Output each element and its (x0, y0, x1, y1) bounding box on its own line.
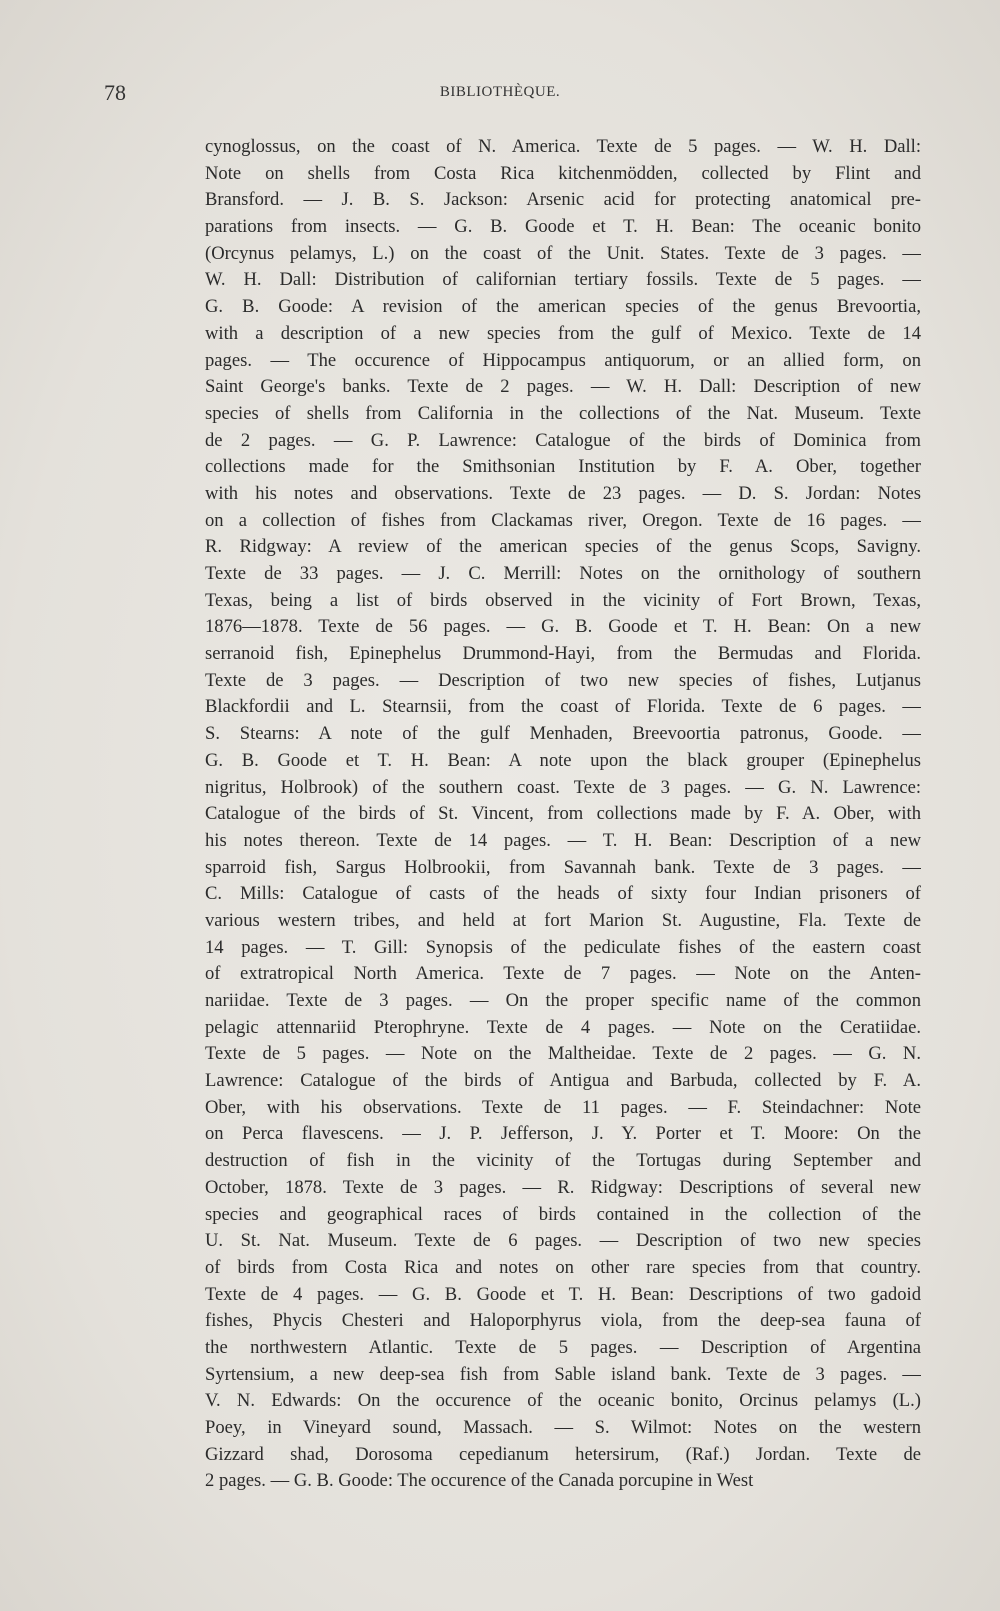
text-line: destruction of fish in the vicinity of the Tortugas during September and (205, 1150, 921, 1172)
text-line: V. N. Edwards: On the occurence of the oceanic bonito, Orcinus pelamys (L.) (205, 1390, 921, 1412)
text-line: October, 1878. Texte de 3 pages. — R. Ridgway: Descriptions of several new (205, 1176, 921, 1198)
text-line: pages. — The occurence of Hippocampus antiquorum, or an allied form, on (205, 349, 921, 371)
text-line: the northwestern Atlantic. Texte de 5 pages. — Description of Argentina (205, 1336, 921, 1358)
text-line: serranoid fish, Epinephelus Drummond-Hayi, from the Bermudas and Florida. (205, 643, 921, 665)
body-text (205, 134, 921, 1495)
text-line: R. Ridgway: A review of the american species of the genus Scops, Savigny. (205, 536, 921, 558)
text-line: (Orcynus pelamys, L.) on the coast of the Unit. States. Texte de 3 pages. — (205, 242, 921, 264)
text-line: G. B. Goode et T. H. Bean: A note upon the black grouper (Epinephelus (205, 749, 921, 771)
page-number: 78 (104, 80, 126, 105)
text-line: Saint George's banks. Texte de 2 pages. — W. H. Dall: Description of new (205, 376, 921, 398)
text-line: 1876—1878. Texte de 56 pages. — G. B. Goode et T. H. Bean: On a new (205, 616, 921, 638)
text-line: W. H. Dall: Distribution of californian tertiary fossils. Texte de 5 pages. — (205, 269, 921, 291)
text-line: with his notes and observations. Texte de 23 pages. — D. S. Jordan: Notes (205, 482, 921, 504)
text-line: Blackfordii and L. Stearnsii, from the coast of Florida. Texte de 6 pages. — (205, 696, 921, 718)
text-line: nariidae. Texte de 3 pages. — On the proper specific name of the common (205, 990, 921, 1011)
text-line: parations from insects. — G. B. Goode et T. H. Bean: The oceanic bonito (205, 216, 921, 238)
text-line: 2 pages. — G. B. Goode: The occurence of the Canada porcupine in West (205, 1470, 754, 1492)
text-line: Ober, with his observations. Texte de 11 pages. — F. Steindachner: Note (205, 1096, 921, 1118)
text-line: cynoglossus, on the coast of N. America. Texte de 5 pages. — W. H. Dall: (205, 136, 921, 157)
text-line: various western tribes, and held at fort Marion St. Augustine, Fla. Texte de (205, 909, 921, 931)
text-line: Catalogue of the birds of St. Vincent, from collections made by F. A. Ober, with (205, 803, 921, 825)
text-line: U. St. Nat. Museum. Texte de 6 pages. — Description of two new species (205, 1230, 921, 1252)
text-line: Texte de 3 pages. — Description of two new species of fishes, Lutjanus (205, 669, 921, 691)
text-line: species and geographical races of birds contained in the collection of the (205, 1203, 921, 1225)
text-line: Texte de 33 pages. — J. C. Merrill: Notes on the ornithology of southern (205, 563, 921, 584)
text-line: species of shells from California in the collections of the Nat. Museum. Texte (205, 402, 921, 424)
text-line: nigritus, Holbrook) of the southern coast. Texte de 3 pages. — G. N. Lawrence: (205, 776, 921, 798)
text-line: Poey, in Vineyard sound, Massach. — S. Wilmot: Notes on the western (205, 1417, 921, 1438)
text-line: Texas, being a list of birds observed in the vicinity of Fort Brown, Texas, (205, 589, 921, 611)
text-line: Bransford. — J. B. S. Jackson: Arsenic acid for protecting anatomical pre- (205, 189, 921, 211)
text-line: C. Mills: Catalogue of casts of the heads of sixty four Indian prisoners of (205, 883, 921, 905)
text-line: of birds from Costa Rica and notes on other rare species from that country. (205, 1256, 921, 1278)
text-line: of extratropical North America. Texte de 7 pages. — Note on the Anten- (205, 963, 921, 985)
text-line: Syrtensium, a new deep-sea fish from Sable island bank. Texte de 3 pages. — (205, 1363, 921, 1385)
text-line: Texte de 5 pages. — Note on the Maltheidae. Texte de 2 pages. — G. N. (205, 1043, 921, 1065)
text-line: on a collection of fishes from Clackamas river, Oregon. Texte de 16 pages. — (205, 509, 921, 531)
text-line: de 2 pages. — G. P. Lawrence: Catalogue of the birds of Dominica from (205, 429, 921, 451)
text-line: collections made for the Smithsonian Institution by F. A. Ober, together (205, 456, 921, 478)
text-line: his notes thereon. Texte de 14 pages. — T. H. Bean: Description of a new (205, 829, 921, 851)
text-line: on Perca flavescens. — J. P. Jefferson, J. Y. Porter et T. Moore: On the (205, 1123, 921, 1145)
running-title: BIBLIOTHÈQUE. (439, 84, 561, 100)
text-line: fishes, Phycis Chesteri and Haloporphyrus viola, from the deep-sea fauna of (205, 1310, 921, 1332)
text-line: with a description of a new species from the gulf of Mexico. Texte de 14 (205, 322, 921, 344)
text-line: 14 pages. — T. Gill: Synopsis of the pediculate fishes of the eastern coast (205, 936, 921, 958)
text-line: sparroid fish, Sargus Holbrookii, from Savannah bank. Texte de 3 pages. — (205, 856, 921, 878)
text-line: Gizzard shad, Dorosoma cepedianum hetersirum, (Raf.) Jordan. Texte de (205, 1443, 921, 1465)
text-line: pelagic attennariid Pterophryne. Texte de 4 pages. — Note on the Ceratiidae. (205, 1016, 921, 1038)
text-line: G. B. Goode: A revision of the american species of the genus Brevoortia, (205, 296, 921, 318)
text-line: Texte de 4 pages. — G. B. Goode et T. H. Bean: Descriptions of two gadoid (205, 1283, 921, 1305)
text-line: S. Stearns: A note of the gulf Menhaden, Breevoortia patronus, Goode. — (205, 723, 921, 745)
text-line: Lawrence: Catalogue of the birds of Antigua and Barbuda, collected by F. A. (205, 1070, 921, 1092)
text-line: Note on shells from Costa Rica kitchenmödden, collected by Flint and (205, 162, 921, 184)
